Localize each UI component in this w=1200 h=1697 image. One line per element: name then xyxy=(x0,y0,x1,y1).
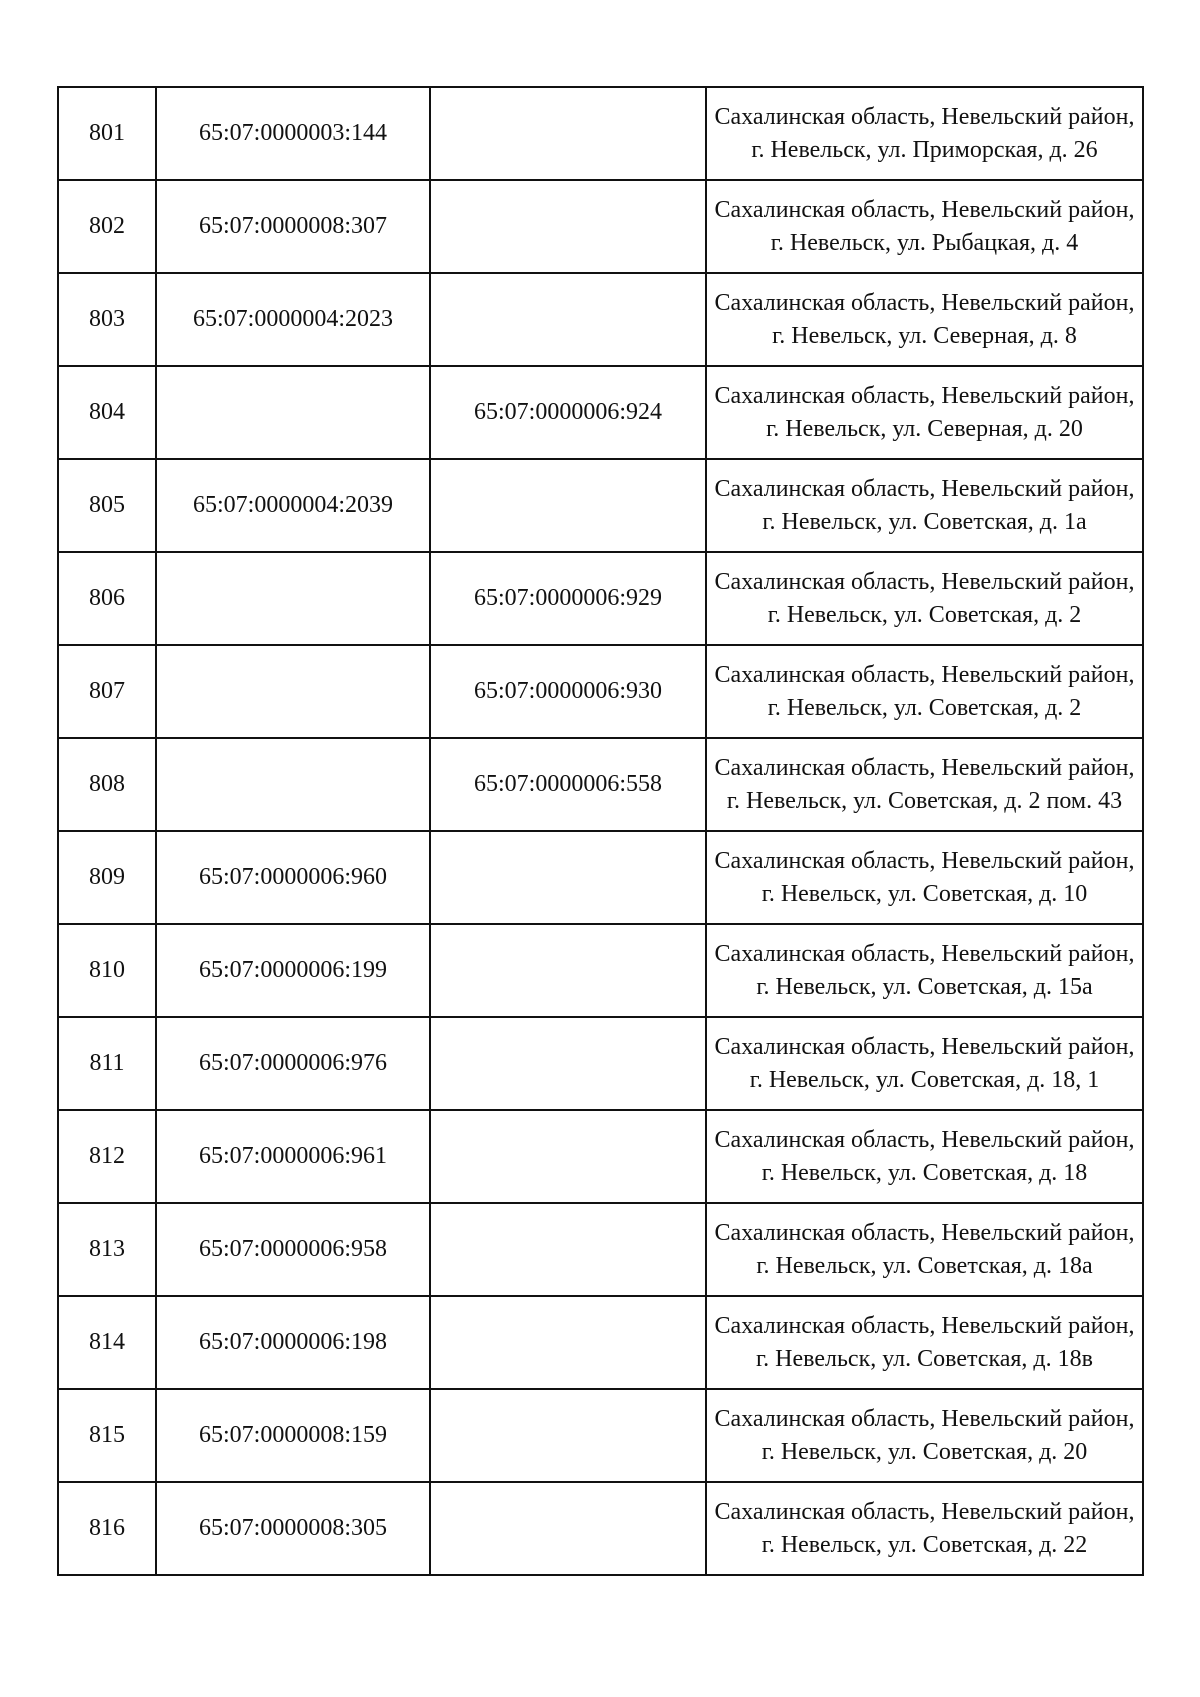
table-row xyxy=(58,459,1143,552)
registry-table xyxy=(57,86,1144,1576)
table-row xyxy=(58,1296,1143,1389)
address-cell: Сахалинская область, Невельский район, г. Невельск, ул. Советская, д. 18а xyxy=(706,1203,1143,1296)
cadastral-number-cell: 65:07:0000008:159 xyxy=(156,1389,430,1482)
row-number: 810 xyxy=(58,924,156,1017)
table-row xyxy=(58,645,1143,738)
cadastral-number-cell xyxy=(156,645,430,738)
cadastral-number-alt-cell xyxy=(430,459,706,552)
table-row xyxy=(58,1017,1143,1110)
address-cell: Сахалинская область, Невельский район, г. Невельск, ул. Советская, д. 20 xyxy=(706,1389,1143,1482)
cadastral-number-alt-cell xyxy=(430,273,706,366)
cadastral-number-cell: 65:07:0000006:198 xyxy=(156,1296,430,1389)
table-row xyxy=(58,831,1143,924)
cadastral-number-cell: 65:07:0000006:961 xyxy=(156,1110,430,1203)
row-number: 803 xyxy=(58,273,156,366)
cadastral-number-cell xyxy=(156,366,430,459)
table-row xyxy=(58,87,1143,180)
cadastral-number-cell xyxy=(156,552,430,645)
table-row xyxy=(58,738,1143,831)
cadastral-number-cell: 65:07:0000004:2039 xyxy=(156,459,430,552)
address-cell: Сахалинская область, Невельский район, г. Невельск, ул. Советская, д. 18 xyxy=(706,1110,1143,1203)
row-number: 812 xyxy=(58,1110,156,1203)
address-cell: Сахалинская область, Невельский район, г. Невельск, ул. Советская, д. 15а xyxy=(706,924,1143,1017)
cadastral-number-alt-cell xyxy=(430,831,706,924)
table-row xyxy=(58,552,1143,645)
cadastral-number-cell: 65:07:0000004:2023 xyxy=(156,273,430,366)
address-cell: Сахалинская область, Невельский район, г. Невельск, ул. Советская, д. 10 xyxy=(706,831,1143,924)
row-number: 805 xyxy=(58,459,156,552)
cadastral-number-cell: 65:07:0000006:958 xyxy=(156,1203,430,1296)
row-number: 813 xyxy=(58,1203,156,1296)
cadastral-number-alt-cell xyxy=(430,924,706,1017)
address-cell: Сахалинская область, Невельский район, г. Невельск, ул. Советская, д. 1а xyxy=(706,459,1143,552)
row-number: 808 xyxy=(58,738,156,831)
cadastral-number-cell: 65:07:0000003:144 xyxy=(156,87,430,180)
cadastral-number-alt-cell xyxy=(430,1296,706,1389)
table-row xyxy=(58,273,1143,366)
address-cell: Сахалинская область, Невельский район, г. Невельск, ул. Советская, д. 18в xyxy=(706,1296,1143,1389)
table-row xyxy=(58,1389,1143,1482)
row-number: 807 xyxy=(58,645,156,738)
address-cell: Сахалинская область, Невельский район, г. Невельск, ул. Приморская, д. 26 xyxy=(706,87,1143,180)
address-cell: Сахалинская область, Невельский район, г. Невельск, ул. Северная, д. 20 xyxy=(706,366,1143,459)
row-number: 811 xyxy=(58,1017,156,1110)
cadastral-number-alt-cell xyxy=(430,87,706,180)
cadastral-number-cell: 65:07:0000006:199 xyxy=(156,924,430,1017)
cadastral-number-alt-cell: 65:07:0000006:930 xyxy=(430,645,706,738)
address-cell: Сахалинская область, Невельский район, г. Невельск, ул. Советская, д. 22 xyxy=(706,1482,1143,1575)
address-cell: Сахалинская область, Невельский район, г. Невельск, ул. Рыбацкая, д. 4 xyxy=(706,180,1143,273)
table-row xyxy=(58,1203,1143,1296)
table-row xyxy=(58,366,1143,459)
row-number: 815 xyxy=(58,1389,156,1482)
row-number: 814 xyxy=(58,1296,156,1389)
table-row xyxy=(58,1482,1143,1575)
cadastral-number-alt-cell: 65:07:0000006:558 xyxy=(430,738,706,831)
address-cell: Сахалинская область, Невельский район, г. Невельск, ул. Советская, д. 2 xyxy=(706,645,1143,738)
address-cell: Сахалинская область, Невельский район, г. Невельск, ул. Советская, д. 2 пом. 43 xyxy=(706,738,1143,831)
cadastral-number-cell: 65:07:0000008:307 xyxy=(156,180,430,273)
cadastral-number-alt-cell xyxy=(430,1482,706,1575)
table-row xyxy=(58,180,1143,273)
address-cell: Сахалинская область, Невельский район, г. Невельск, ул. Советская, д. 18, 1 xyxy=(706,1017,1143,1110)
row-number: 801 xyxy=(58,87,156,180)
row-number: 804 xyxy=(58,366,156,459)
cadastral-number-alt-cell xyxy=(430,1389,706,1482)
cadastral-number-cell: 65:07:0000006:976 xyxy=(156,1017,430,1110)
cadastral-number-cell: 65:07:0000008:305 xyxy=(156,1482,430,1575)
table-row xyxy=(58,1110,1143,1203)
cadastral-number-alt-cell xyxy=(430,180,706,273)
cadastral-number-alt-cell xyxy=(430,1203,706,1296)
address-cell: Сахалинская область, Невельский район, г. Невельск, ул. Северная, д. 8 xyxy=(706,273,1143,366)
cadastral-number-alt-cell xyxy=(430,1017,706,1110)
cadastral-number-cell: 65:07:0000006:960 xyxy=(156,831,430,924)
cadastral-number-cell xyxy=(156,738,430,831)
row-number: 816 xyxy=(58,1482,156,1575)
cadastral-number-alt-cell xyxy=(430,1110,706,1203)
address-cell: Сахалинская область, Невельский район, г. Невельск, ул. Советская, д. 2 xyxy=(706,552,1143,645)
row-number: 806 xyxy=(58,552,156,645)
cadastral-number-alt-cell: 65:07:0000006:929 xyxy=(430,552,706,645)
row-number: 809 xyxy=(58,831,156,924)
row-number: 802 xyxy=(58,180,156,273)
table-row xyxy=(58,924,1143,1017)
cadastral-number-alt-cell: 65:07:0000006:924 xyxy=(430,366,706,459)
